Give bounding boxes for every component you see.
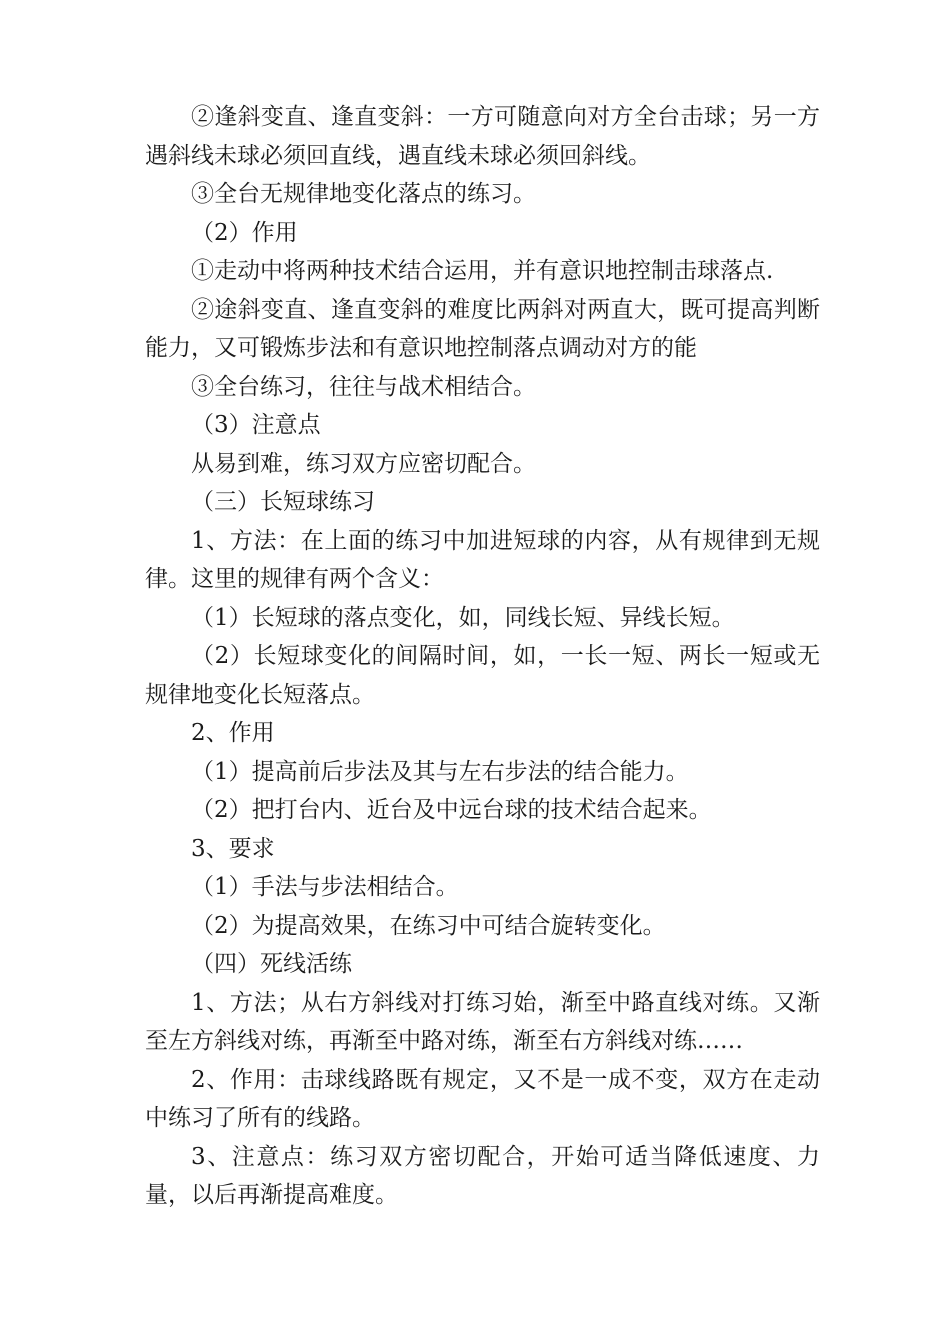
paragraph: ③全台练习，往往与战术相结合。 — [191, 373, 536, 400]
paragraph: 1、方法；从右方斜线对打练习始，渐至中路直线对练。又渐至左方斜线对练，再渐至中路对练，渐至右方斜线对练…… — [145, 989, 820, 1054]
paragraph: ①走动中将两种技术结合运用，并有意识地控制击球落点. — [191, 258, 774, 284]
paragraph: ②途斜变直、逢直变斜的难度比两斜对两直大，既可提高判断能力，又可锻炼步法和有意识地控制落点调动对方的能 — [145, 296, 820, 361]
document-body — [145, 98, 820, 1215]
paragraph: （2）把打台内、近台及中远台球的技术结合起来。 — [191, 797, 712, 823]
paragraph: 3、注意点：练习双方密切配合，开始可适当降低速度、力量，以后再渐提高难度。 — [145, 1143, 820, 1208]
paragraph: 从易到难，练习双方应密切配合。 — [191, 450, 536, 477]
paragraph: （1）手法与步法相结合。 — [191, 874, 459, 900]
section-heading: （四）死线活练 — [191, 951, 352, 977]
paragraph: （2）长短球变化的间隔时间，如，一长一短、两长一短或无规律地变化长短落点。 — [145, 643, 820, 708]
paragraph: 1、方法：在上面的练习中加进短球的内容，从有规律到无规律。这里的规律有两个含义： — [145, 527, 820, 592]
paragraph: ②逢斜变直、逢直变斜：一方可随意向对方全台击球；另一方遇斜线未球必须回直线，遇直线未球必须回斜线。 — [145, 104, 820, 169]
paragraph: 2、作用 — [191, 720, 275, 746]
paragraph: （3）注意点 — [191, 412, 321, 438]
paragraph: （1）提高前后步法及其与左右步法的结合能力。 — [191, 758, 689, 785]
paragraph: （2）为提高效果，在练习中可结合旋转变化。 — [191, 912, 666, 939]
section-heading: （三）长短球练习 — [191, 489, 375, 515]
paragraph: （2）作用 — [191, 219, 298, 246]
paragraph: 2、作用：击球线路既有规定，又不是一成不变，双方在走动中练习了所有的线路。 — [145, 1066, 820, 1131]
paragraph: （1）长短球的落点变化，如，同线长短、异线长短。 — [191, 604, 735, 631]
paragraph: ③全台无规律地变化落点的练习。 — [191, 181, 536, 207]
paragraph: 3、要求 — [191, 835, 275, 862]
